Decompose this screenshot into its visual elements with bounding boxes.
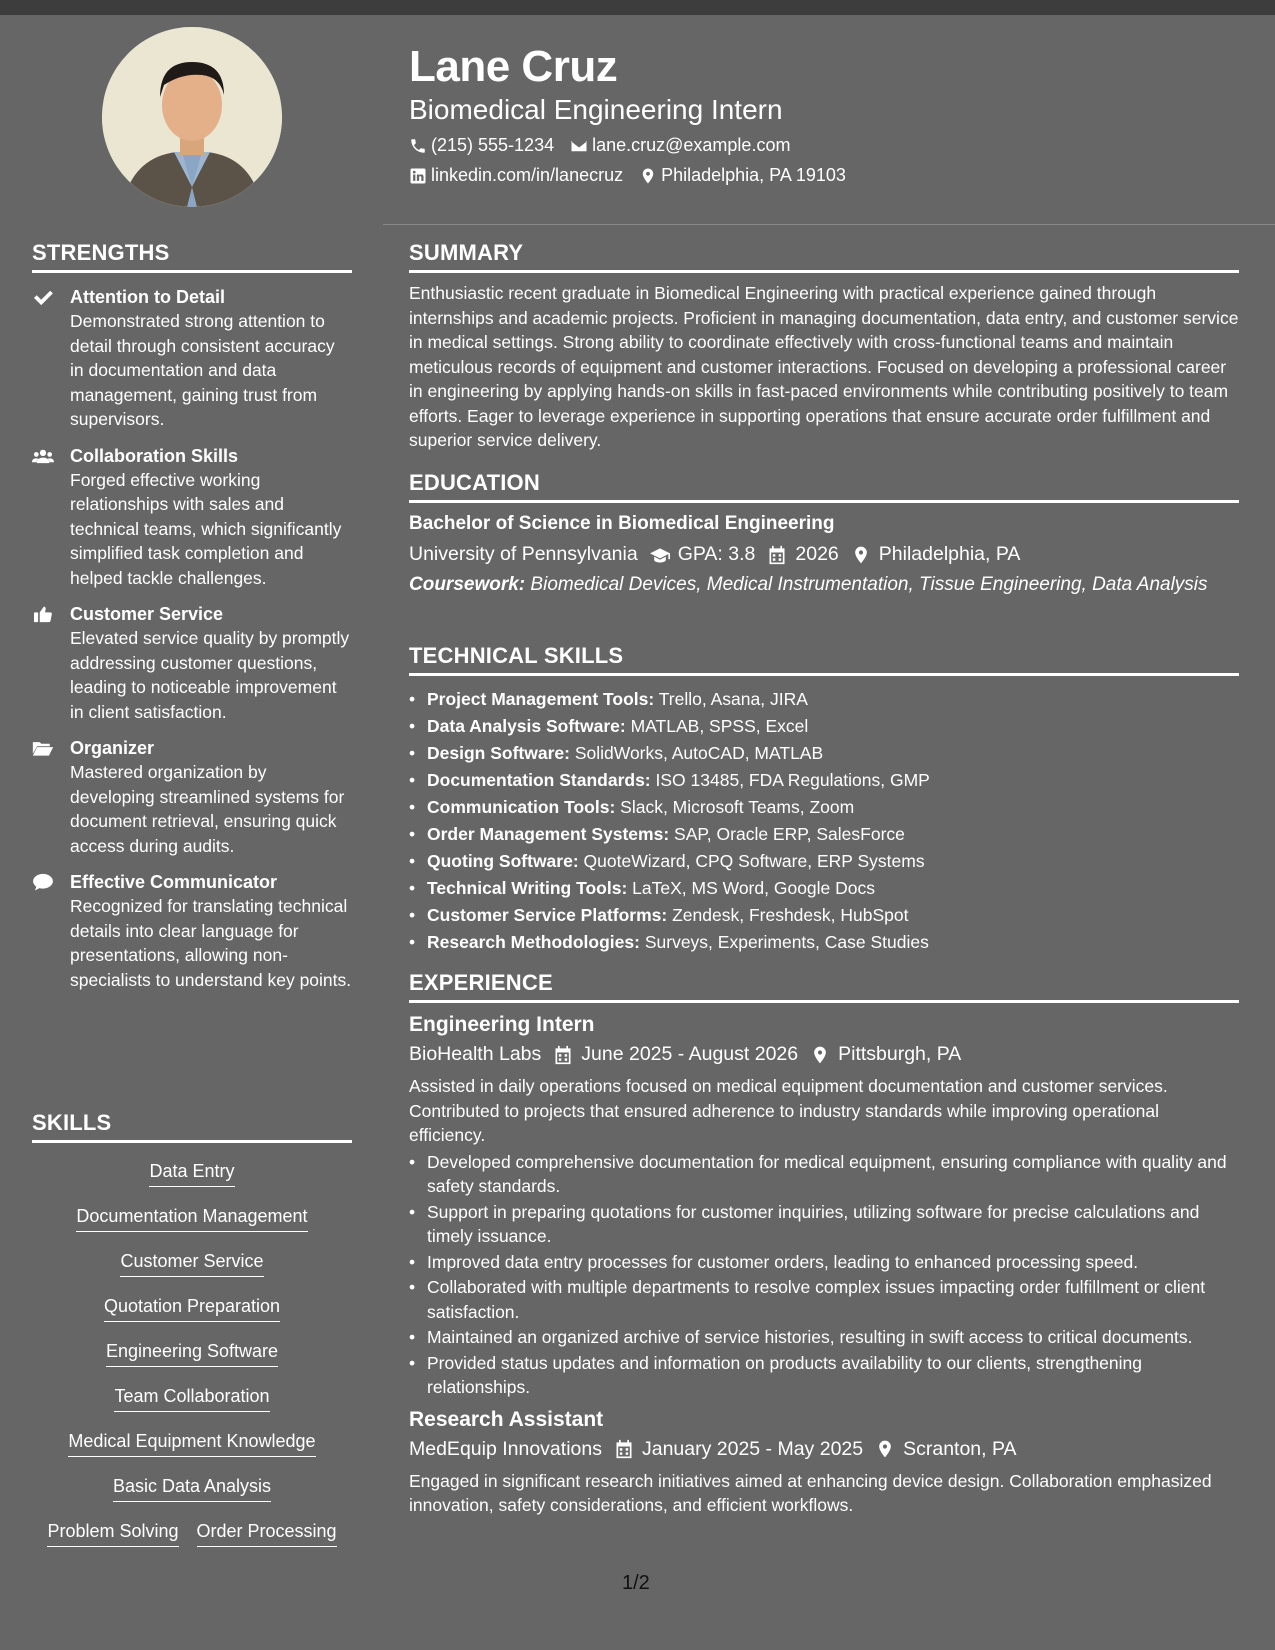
tech-skill-value: SAP, Oracle ERP, SalesForce [674, 824, 905, 844]
thumbs-up-icon [32, 605, 54, 623]
coursework-text: Biomedical Devices, Medical Instrumentation, Tissue Engineering, Data Analysis [530, 574, 1208, 595]
grad-year-text: 2026 [795, 543, 839, 565]
tech-skill-value: Trello, Asana, JIRA [658, 689, 808, 709]
technical-skills-section [409, 643, 1239, 956]
tech-skill-label: Documentation Standards: [427, 770, 651, 790]
contact-row-2 [409, 165, 862, 186]
skill-tag: Order Processing [197, 1519, 337, 1547]
coursework-label: Coursework: [409, 574, 526, 595]
candidate-name: Lane Cruz [409, 42, 618, 91]
tech-skill-item [409, 686, 1239, 713]
strengths-heading: STRENGTHS [32, 240, 352, 273]
job-location-item [810, 1043, 961, 1066]
linkedin-text: linkedin.com/in/lanecruz [431, 165, 624, 185]
education-section [409, 470, 1239, 597]
tech-skill-value: MATLAB, SPSS, Excel [630, 716, 809, 736]
strength-item [32, 285, 352, 432]
linkedin-contact[interactable] [409, 165, 623, 186]
tech-skill-label: Customer Service Platforms: [427, 905, 668, 925]
page-indicator: 1/2 [622, 1572, 650, 1594]
tech-skill-value: Slack, Microsoft Teams, Zoom [620, 797, 855, 817]
map-pin-icon [875, 1439, 895, 1459]
job-bullet: • Collaborated with multiple departments to resolve complex issues impacting order fulfillment or client satisfaction. [409, 1275, 1239, 1324]
tech-skill-item [409, 902, 1239, 929]
gpa-item [650, 543, 756, 566]
skill-tag: Quotation Preparation [104, 1294, 280, 1322]
job-bullets [409, 1150, 1239, 1400]
job-bullet: • Provided status updates and information on products availability to our clients, strengthening relationships. [409, 1351, 1239, 1400]
tech-skill-item [409, 929, 1239, 956]
job-bullet: • Support in preparing quotations for customer inquiries, utilizing software for precise calculations and timely issuance. [409, 1200, 1239, 1249]
job-location-text: Pittsburgh, PA [838, 1043, 962, 1065]
calendar-icon [614, 1439, 634, 1459]
job-dates-text: January 2025 - May 2025 [641, 1437, 864, 1460]
graduation-cap-icon [650, 545, 670, 565]
strength-desc: Elevated service quality by promptly addressing customer questions, leading to noticeable improvement in client satisfaction. [70, 628, 350, 722]
tech-skill-item [409, 875, 1239, 902]
summary-heading: SUMMARY [409, 240, 1239, 273]
school-location-text: Philadelphia, PA [878, 543, 1021, 565]
skill-tag: Customer Service [120, 1249, 263, 1277]
map-pin-icon [810, 1045, 830, 1065]
header-divider [383, 224, 1275, 225]
strength-item [32, 602, 352, 724]
job-description: Assisted in daily operations focused on medical equipment documentation and customer services. Contributed to projects that ensured adherence to industry standards while improving operational efficiency. [409, 1076, 1168, 1145]
skill-tag: Problem Solving [47, 1519, 178, 1547]
skill-tag: Engineering Software [106, 1339, 278, 1367]
technical-skills-list [409, 686, 1239, 956]
top-bar [0, 0, 1275, 15]
job-meta [409, 1043, 1239, 1066]
tech-skill-item [409, 740, 1239, 767]
tech-skill-label: Design Software: [427, 743, 570, 763]
strength-title: Customer Service [70, 604, 224, 624]
strength-item [32, 444, 352, 591]
job-dates-item [614, 1438, 863, 1461]
tech-skill-item [409, 713, 1239, 740]
folder-open-icon [32, 739, 54, 757]
tech-skill-value: QuoteWizard, CPQ Software, ERP Systems [583, 851, 925, 871]
tech-skill-item [409, 848, 1239, 875]
skill-tag: Basic Data Analysis [113, 1474, 271, 1502]
email-contact[interactable] [570, 135, 790, 156]
tech-skill-value: LaTeX, MS Word, Google Docs [632, 878, 876, 898]
users-icon [32, 447, 54, 465]
job-description: Engaged in significant research initiatives aimed at enhancing device design. Collaboration emphasized innovation, safety considerations, and efficient workflows. [409, 1470, 1212, 1515]
strength-title: Attention to Detail [70, 287, 225, 307]
grad-year-item [767, 543, 838, 566]
strength-title: Effective Communicator [70, 872, 278, 892]
tech-skill-value: Zendesk, Freshdesk, HubSpot [672, 905, 909, 925]
linkedin-icon [409, 167, 427, 185]
tech-skill-value: SolidWorks, AutoCAD, MATLAB [574, 743, 824, 763]
envelope-icon [570, 137, 588, 155]
job-dates-text: June 2025 - August 2026 [581, 1043, 799, 1065]
phone-contact[interactable] [409, 135, 554, 156]
tech-skill-label: Order Management Systems: [427, 824, 670, 844]
tech-skill-label: Project Management Tools: [427, 689, 655, 709]
location-text: Philadelphia, PA 19103 [661, 165, 846, 185]
tech-skill-label: Research Methodologies: [427, 932, 640, 952]
skill-tag: Medical Equipment Knowledge [68, 1429, 315, 1457]
coursework [409, 572, 1239, 597]
check-icon [32, 288, 54, 306]
skill-tag: Team Collaboration [114, 1384, 269, 1412]
contact-row-1 [409, 135, 806, 156]
skills-heading: SKILLS [32, 1110, 352, 1143]
company-name: MedEquip Innovations [409, 1437, 602, 1460]
map-pin-icon [851, 545, 871, 565]
strengths-section [32, 240, 352, 992]
strength-item [32, 870, 352, 992]
strength-desc: Mastered organization by developing streamlined systems for document retrieval, ensuring quick access during audits. [70, 762, 345, 856]
location-contact [639, 165, 846, 186]
tech-skill-label: Communication Tools: [427, 797, 616, 817]
company-name: BioHealth Labs [409, 1043, 542, 1065]
strength-item [32, 736, 352, 858]
strength-desc: Recognized for translating technical details into clear language for presentations, allowing non-specialists to understand key points. [70, 896, 352, 990]
email-text: lane.cruz@example.com [592, 135, 791, 155]
tech-skill-item [409, 767, 1239, 794]
strength-title: Organizer [70, 738, 155, 758]
tech-skill-label: Technical Writing Tools: [427, 878, 628, 898]
tech-skill-value: Surveys, Experiments, Case Studies [644, 932, 929, 952]
experience-heading: EXPERIENCE [409, 970, 1239, 1003]
education-heading: EDUCATION [409, 470, 1239, 503]
strength-title: Collaboration Skills [70, 445, 239, 466]
experience-section [409, 970, 1239, 1518]
gpa-text: GPA: 3.8 [677, 543, 756, 565]
tech-skill-label: Data Analysis Software: [427, 716, 626, 736]
skill-tag: Data Entry [149, 1159, 234, 1187]
summary-text: Enthusiastic recent graduate in Biomedical Engineering with practical experience gained through internships and academic projects. Proficient in managing documentation, data entry, and customer service in medical settings. Strong ability to coordinate effectively with cross-functional teams and maintain meticulous records of equipment and customer interactions. Focused on developing a professional career in engineering by applying hands-on skills in fast-paced environments while contributing positively to team efforts. Eager to leverage experience in supporting operations that ensure accurate order fulfillment and superior service delivery. [409, 283, 1239, 450]
skills-list [32, 1151, 352, 1556]
job-bullet: • Improved data entry processes for customer orders, leading to enhanced processing speed. [409, 1250, 1239, 1275]
candidate-title: Biomedical Engineering Intern [409, 94, 783, 125]
job-title: Research Assistant [409, 1407, 604, 1431]
strength-desc: Forged effective working relationships with sales and technical teams, which significantly simplified task completion and helped tackle challenges. [70, 469, 342, 588]
school-location-item [851, 543, 1021, 566]
job-location-text: Scranton, PA [903, 1437, 1017, 1460]
strength-desc: Demonstrated strong attention to detail through consistent accuracy in documentation and data management, gaining trust from supervisors. [70, 311, 335, 429]
job-bullet: • Maintained an organized archive of service histories, resulting in swift access to critical documents. [409, 1325, 1239, 1350]
calendar-icon [553, 1045, 573, 1065]
speech-bubble-icon [32, 873, 54, 891]
map-pin-icon [639, 167, 657, 185]
job-title: Engineering Intern [409, 1013, 595, 1036]
phone-text: (215) 555-1234 [431, 135, 555, 155]
job-bullet: • Developed comprehensive documentation for medical equipment, ensuring compliance with quality and safety standards. [409, 1150, 1239, 1199]
job-dates-item [553, 1043, 798, 1066]
school-name: University of Pennsylvania [409, 543, 638, 565]
tech-skill-label: Quoting Software: [427, 851, 579, 871]
calendar-icon [767, 545, 787, 565]
job-meta [409, 1438, 1239, 1461]
summary-section [409, 240, 1239, 453]
tech-skill-item [409, 794, 1239, 821]
tech-skill-value: ISO 13485, FDA Regulations, GMP [655, 770, 930, 790]
profile-photo [102, 27, 282, 207]
technical-skills-heading: TECHNICAL SKILLS [409, 643, 1239, 676]
phone-icon [409, 137, 427, 155]
tech-skill-item [409, 821, 1239, 848]
degree-title: Bachelor of Science in Biomedical Engineering [409, 513, 835, 534]
skill-tag: Documentation Management [76, 1204, 307, 1232]
education-meta [409, 543, 1239, 566]
skills-section [32, 1110, 352, 1556]
job-location-item [875, 1438, 1016, 1461]
